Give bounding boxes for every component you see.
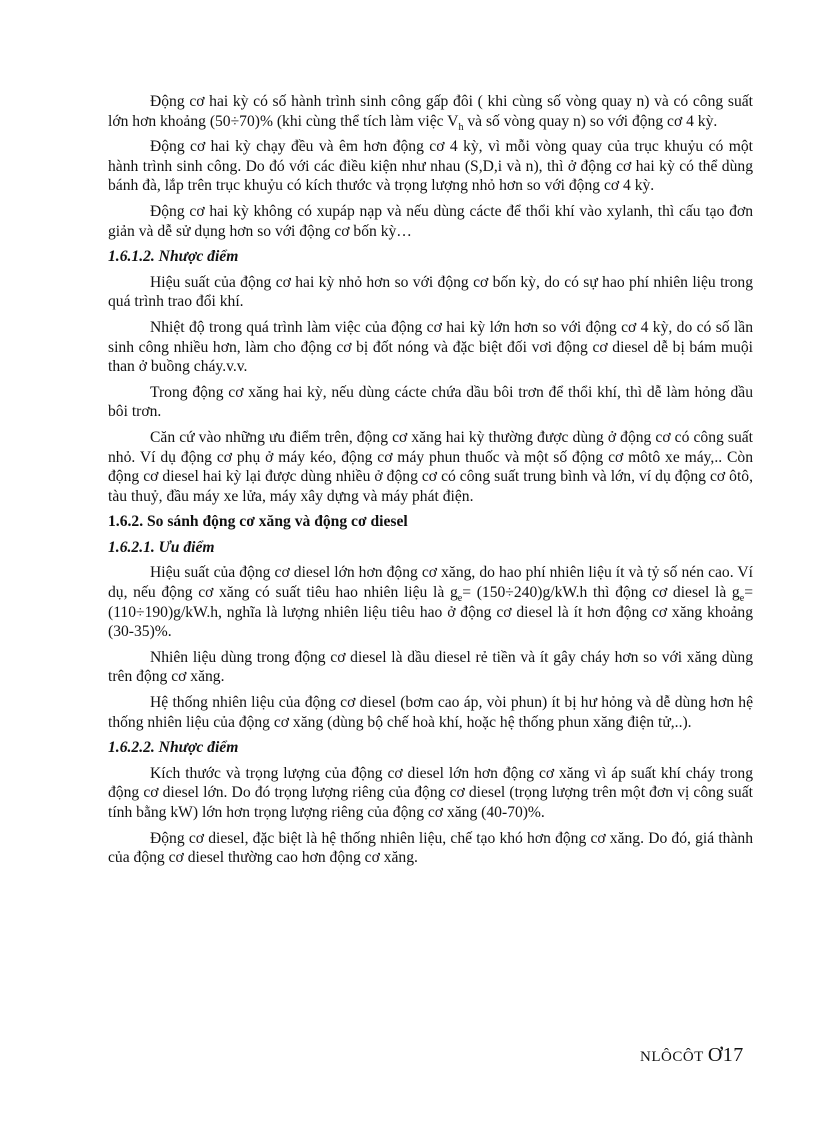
paragraph: Trong động cơ xăng hai kỳ, nếu dùng cácte chứa dầu bôi trơn để thổi khí, thì dễ làm hỏng dầu bôi trơn. bbox=[108, 383, 753, 421]
paragraph: Hiệu suất của động cơ diesel lớn hơn động cơ xăng, do hao phí nhiên liệu ít và tỷ số nén cao. Ví dụ, nếu động cơ xăng có suất tiêu hao nhiên liệu là $g_e= (150\div 240)g/kW.h$ thì động cơ diesel là $g_e= (110\div 190)g/kW.h$, nghĩa là lượng nhiên liệu tiêu hao ở động cơ diesel là ít hơn động cơ xăng khoảng (30-35)%. bbox=[108, 564, 753, 641]
paragraph: Nhiên liệu dùng trong động cơ diesel là dầu diesel rẻ tiền và ít gây cháy hơn so với xăng dùng trên động cơ xăng. bbox=[108, 648, 753, 686]
paragraph: Kích thước và trọng lượng của động cơ diesel lớn hơn động cơ xăng vì áp suất khí cháy trong động cơ diesel lớn. Do đó trọng lượng riêng của động cơ diesel (trọng lượng trên một đơn vị công suất tính bằng kW) lớn hơn trọng lượng riêng của động cơ xăng (40-70)%. bbox=[108, 764, 753, 821]
paragraph: Nhiệt độ trong quá trình làm việc của động cơ hai kỳ lớn hơn so với động cơ 4 kỳ, do có số lần sinh công nhiều hơn, làm cho động cơ bị đốt nóng và đặc biệt đối vơi động cơ diesel dễ bị bám muội than ở buồng cháy.v.v. bbox=[108, 318, 753, 376]
section-heading: 1.6.1.2. Nhược điểm bbox=[108, 248, 239, 266]
section-heading: 1.6.2. So sánh động cơ xăng và động cơ diesel bbox=[108, 513, 408, 531]
page-footer: NLÔCÔT Ơ17 bbox=[640, 1044, 744, 1066]
paragraph: Động cơ diesel, đặc biệt là hệ thống nhiên liệu, chế tạo khó hơn động cơ xăng. Do đó, giá thành của động cơ diesel thường cao hơn động cơ xăng. bbox=[108, 829, 753, 867]
paragraph: Hiệu suất của động cơ hai kỳ nhỏ hơn so với động cơ bốn kỳ, do có sự hao phí nhiên liệu trong quá trình trao đổi khí. bbox=[108, 273, 753, 311]
paragraph: Động cơ hai kỳ chạy đều và êm hơn động cơ 4 kỳ, vì mỗi vòng quay của trục khuỷu có một hành trình sinh công. Do đó với các điều kiện như nhau (S,D,i và n), thì ở động cơ hai kỳ có thể dùng bánh đà, lắp trên trục khuỷu có kích thước và trọng lượng nhỏ hơn so với động cơ 4 kỳ. bbox=[108, 138, 753, 195]
paragraph: Động cơ hai kỳ không có xupáp nạp và nếu dùng cácte để thổi khí vào xylanh, thì cấu tạo đơn giản và dễ sử dụng hơn so với động cơ bốn kỳ… bbox=[108, 202, 753, 240]
document-page bbox=[108, 92, 753, 874]
paragraph: Động cơ hai kỳ có số hành trình sinh công gấp đôi ( khi cùng số vòng quay n) và có công suất lớn hơn khoảng (50÷70)% (khi cùng thể tích làm việc $V_h$ và số vòng quay n) so với động cơ 4 kỳ. bbox=[108, 93, 753, 133]
paragraph: Hệ thống nhiên liệu của động cơ diesel (bơm cao áp, vòi phun) ít bị hư hỏng và dễ dùng hơn hệ thống nhiên liệu của động cơ xăng (dùng bộ chế hoà khí, hoặc hệ thống phun xăng điện tử,..). bbox=[108, 694, 753, 731]
paragraph: Căn cứ vào những ưu điểm trên, động cơ xăng hai kỳ thường được dùng ở động cơ có công suất nhỏ. Ví dụ động cơ phụ ở máy kéo, động cơ máy phun thuốc và một số động cơ môtô xe máy,.. Còn động cơ diesel hai kỳ lại được dùng nhiều ở động cơ có công suất trung bình và lớn, ví dụ động cơ ôtô, tàu thuỷ, đầu máy xe lửa, máy xây dựng và máy phát điện. bbox=[108, 428, 753, 505]
section-heading: 1.6.2.2. Nhược điểm bbox=[108, 739, 239, 757]
section-heading: 1.6.2.1. Ưu điểm bbox=[108, 538, 215, 556]
